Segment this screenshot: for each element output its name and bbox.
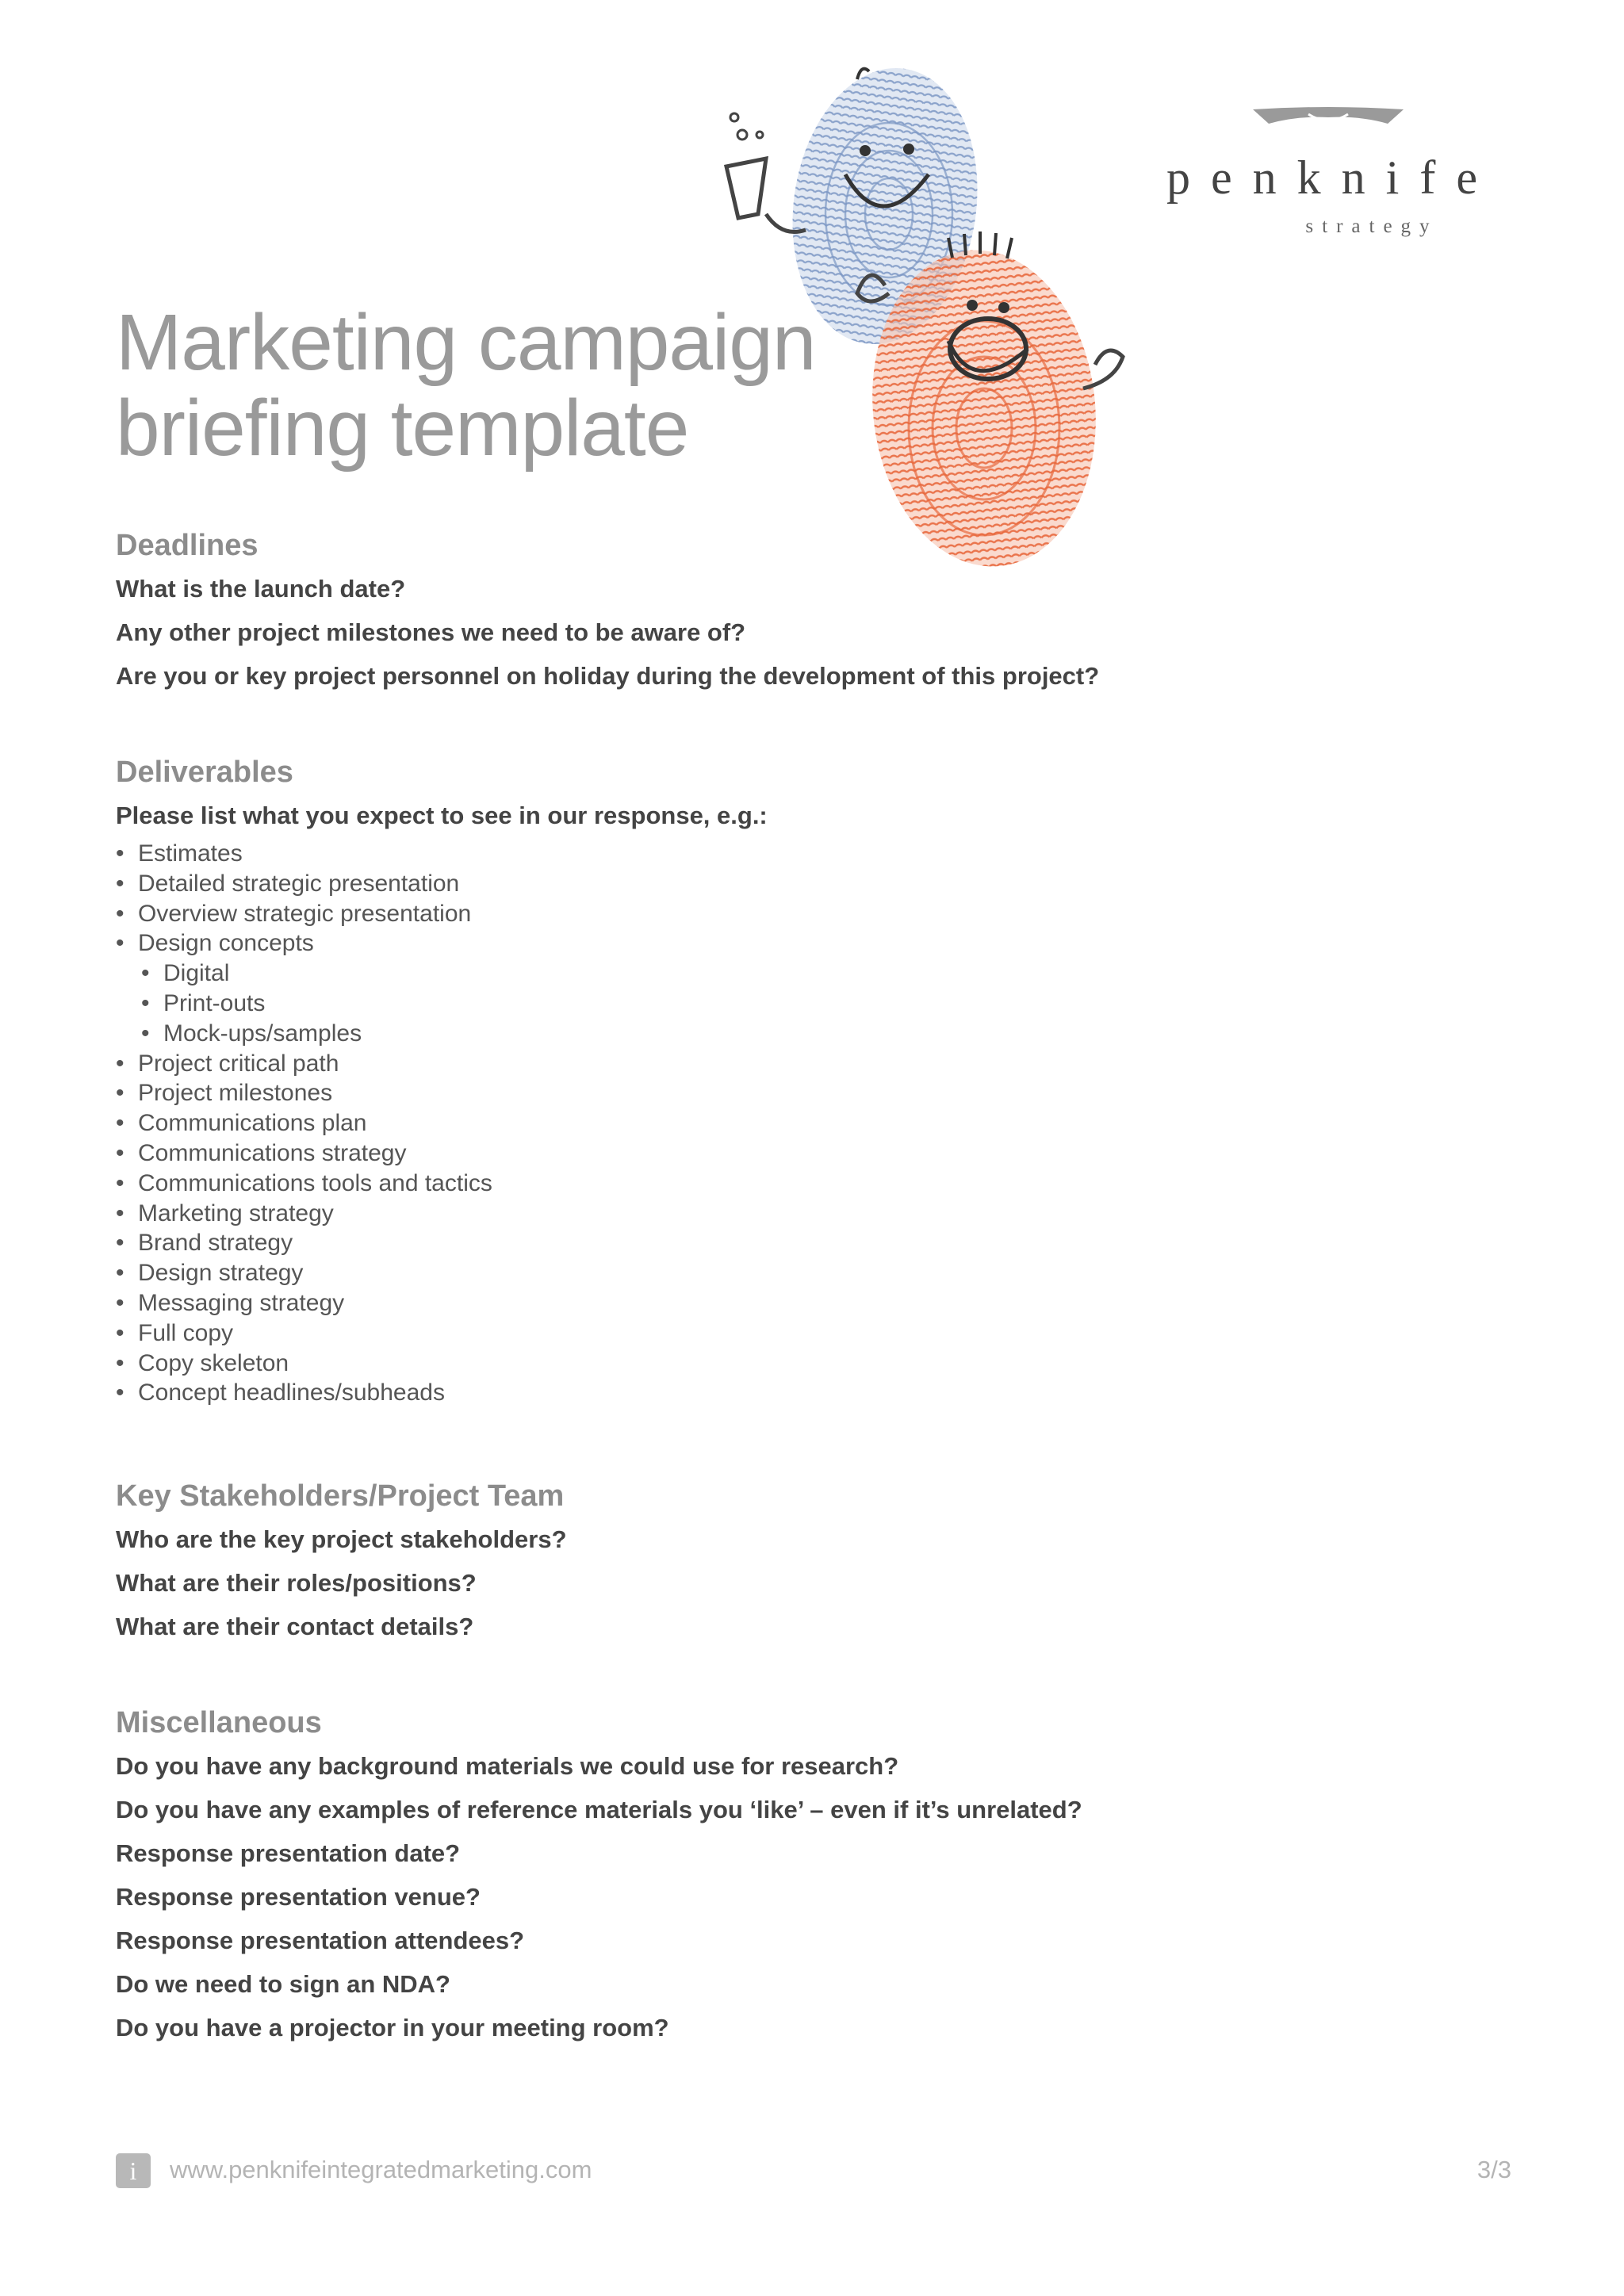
page-footer xyxy=(116,2153,1511,2193)
section-heading: Key Stakeholders/Project Team xyxy=(116,1479,565,1513)
list-item: • Communications tools and tactics xyxy=(116,1169,1464,1199)
question: What are their contact details? xyxy=(116,1613,474,1640)
question: Response presentation date? xyxy=(116,1839,461,1867)
section-miscellaneous xyxy=(116,1703,1464,2049)
list-item: • Full copy xyxy=(116,1318,1464,1349)
section-heading: Deliverables xyxy=(116,756,293,789)
list-item: • Messaging strategy xyxy=(116,1288,1464,1318)
question: Any other project milestones we need to be aware of? xyxy=(116,618,746,646)
question: Do you have any examples of reference materials you ‘like’ – even if it’s unrelated? xyxy=(116,1796,1082,1823)
sub-list-item: • Digital xyxy=(141,959,1464,989)
section-deadlines xyxy=(116,526,1464,698)
list-item: • Marketing strategy xyxy=(116,1199,1464,1229)
page-number: 3/3 xyxy=(1477,2156,1511,2183)
title-line-2: briefing template xyxy=(116,384,689,473)
list-item: • Copy skeleton xyxy=(116,1349,1464,1379)
list-item: • Brand strategy xyxy=(116,1228,1464,1258)
question: Do you have any background materials we could use for research? xyxy=(116,1752,899,1780)
question: Response presentation attendees? xyxy=(116,1927,525,1954)
question: Do we need to sign an NDA? xyxy=(116,1970,450,1998)
list-item: • Project milestones xyxy=(116,1078,1464,1108)
list-item: • Communications plan xyxy=(116,1108,1464,1138)
question: Response presentation venue? xyxy=(116,1883,481,1911)
section-heading: Miscellaneous xyxy=(116,1706,322,1739)
question: What are their roles/positions? xyxy=(116,1569,477,1597)
list-item: • Design strategy xyxy=(116,1258,1464,1288)
info-icon: i xyxy=(116,2153,151,2188)
list-item: • Concept headlines/subheads xyxy=(116,1378,1464,1408)
deliverables-intro: Please list what you expect to see in our response, e.g.: xyxy=(116,802,768,829)
list-item: • Design concepts xyxy=(116,928,1464,959)
website-link[interactable]: www.penknifeintegratedmarketing.com xyxy=(170,2156,592,2183)
question: What is the launch date? xyxy=(116,575,406,603)
question: Are you or key project personnel on holiday during the development of this project? xyxy=(116,662,1100,690)
title-line-1: Marketing campaign xyxy=(116,298,816,387)
list-item: • Overview strategic presentation xyxy=(116,899,1464,929)
list-item: • Detailed strategic presentation xyxy=(116,869,1464,899)
question: Who are the key project stakeholders? xyxy=(116,1525,567,1553)
brand-subtitle: strategy xyxy=(1305,216,1438,237)
list-item: • Estimates xyxy=(116,839,1464,869)
brand-name: penknife xyxy=(1166,151,1498,204)
page-title xyxy=(116,300,829,471)
list-item: • Project critical path xyxy=(116,1049,1464,1079)
penknife-blade-icon xyxy=(1249,103,1408,135)
deliverables-list xyxy=(116,839,1464,1408)
section-deliverables xyxy=(116,752,1464,1408)
section-heading: Deadlines xyxy=(116,529,259,562)
list-item: • Communications strategy xyxy=(116,1138,1464,1169)
penknife-logo xyxy=(1142,103,1522,246)
question: Do you have a projector in your meeting room? xyxy=(116,2014,669,2042)
section-stakeholders xyxy=(116,1476,1464,1648)
sub-list-item: • Mock-ups/samples xyxy=(141,1019,1464,1049)
sub-list-item: • Print-outs xyxy=(141,989,1464,1019)
